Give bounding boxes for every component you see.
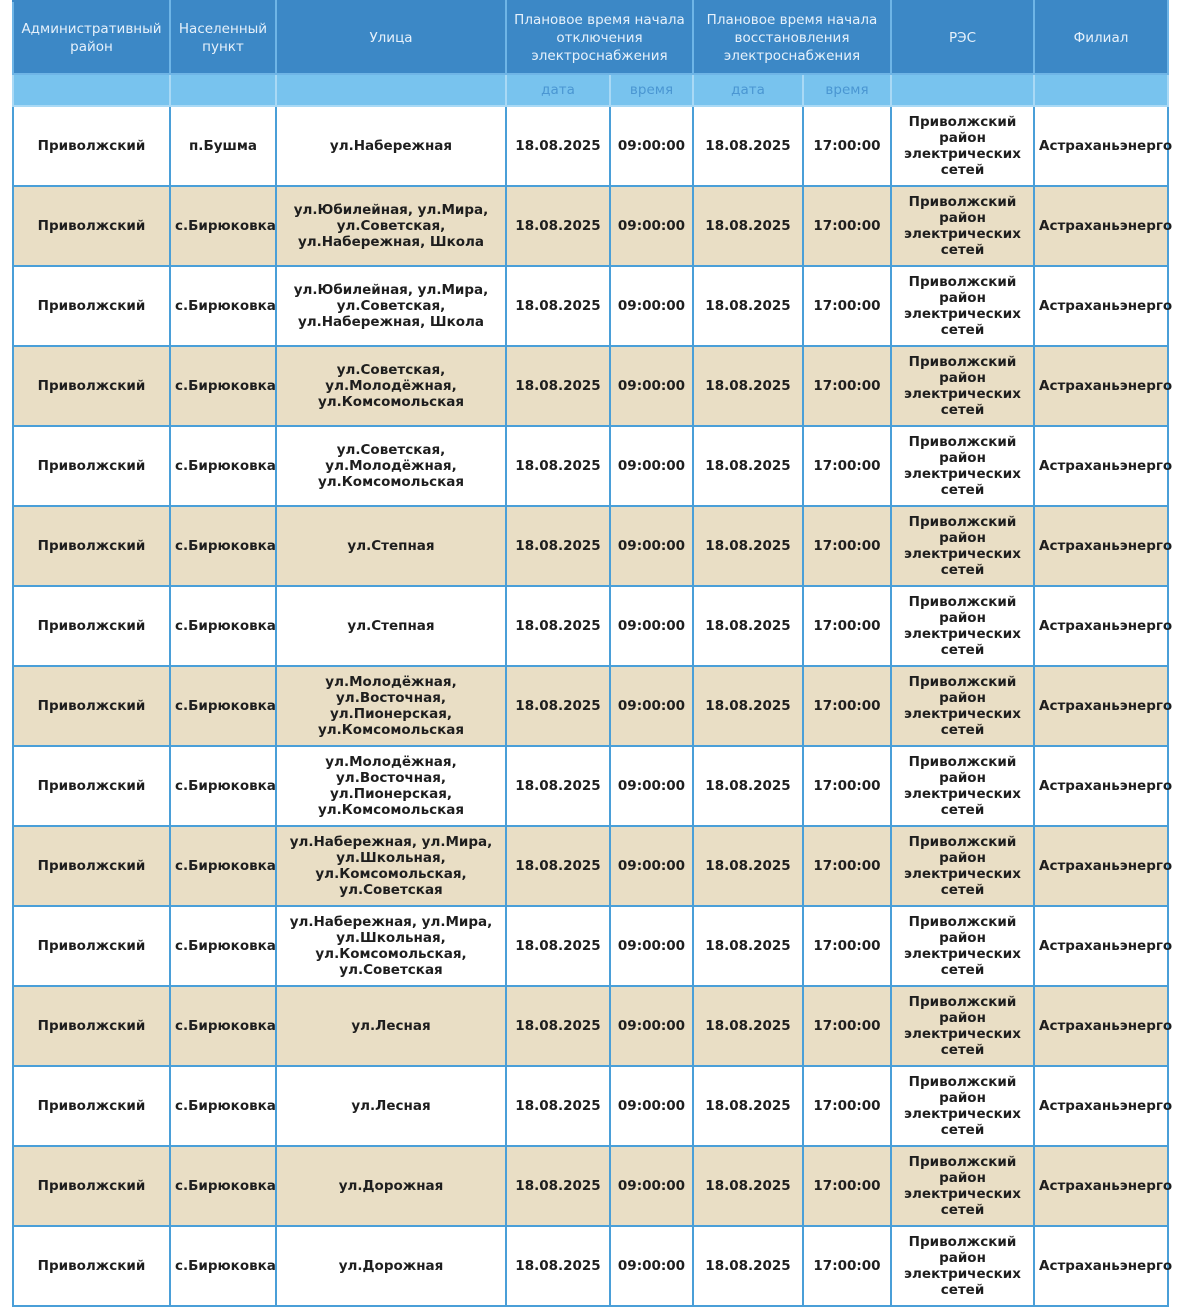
subheader-restore-time: время [803,74,891,106]
cell-branch: Астраханьэнерго [1034,426,1168,506]
cell-restore-time: 17:00:00 [803,346,891,426]
cell-district: Приволжский [13,506,170,586]
cell-district: Приволжский [13,186,170,266]
table-row [13,746,1168,826]
cell-off-date: 18.08.2025 [506,1226,610,1306]
outage-schedule [12,0,1173,1307]
cell-off-date: 18.08.2025 [506,506,610,586]
cell-off-time: 09:00:00 [610,266,693,346]
cell-off-time: 09:00:00 [610,106,693,186]
cell-district: Приволжский [13,586,170,666]
cell-res: Приволжский район электрических сетей [891,906,1034,986]
cell-res: Приволжский район электрических сетей [891,186,1034,266]
cell-street: ул.Набережная, ул.Мира, ул.Школьная, ул.Комсомольская, ул.Советская [276,906,506,986]
cell-off-date: 18.08.2025 [506,426,610,506]
cell-branch: Астраханьэнерго [1034,506,1168,586]
cell-restore-date: 18.08.2025 [693,666,803,746]
table-row [13,906,1168,986]
header-district: Административный район [13,1,170,74]
cell-district: Приволжский [13,1226,170,1306]
table-header-row [13,1,1168,74]
cell-branch: Астраханьэнерго [1034,746,1168,826]
cell-restore-date: 18.08.2025 [693,1226,803,1306]
table-row [13,666,1168,746]
cell-restore-date: 18.08.2025 [693,266,803,346]
cell-off-date: 18.08.2025 [506,746,610,826]
cell-street: ул.Набережная [276,106,506,186]
cell-off-time: 09:00:00 [610,586,693,666]
cell-district: Приволжский [13,266,170,346]
table-row [13,106,1168,186]
table-row [13,346,1168,426]
subheader-off-time: время [610,74,693,106]
cell-district: Приволжский [13,666,170,746]
cell-street: ул.Лесная [276,986,506,1066]
cell-branch: Астраханьэнерго [1034,906,1168,986]
cell-off-time: 09:00:00 [610,746,693,826]
cell-district: Приволжский [13,986,170,1066]
cell-res: Приволжский район электрических сетей [891,586,1034,666]
cell-locality: с.Бирюковка [170,826,276,906]
cell-restore-date: 18.08.2025 [693,346,803,426]
table-row [13,506,1168,586]
cell-restore-time: 17:00:00 [803,986,891,1066]
cell-district: Приволжский [13,346,170,426]
cell-res: Приволжский район электрических сетей [891,826,1034,906]
cell-off-time: 09:00:00 [610,506,693,586]
cell-off-time: 09:00:00 [610,1066,693,1146]
cell-branch: Астраханьэнерго [1034,586,1168,666]
cell-locality: с.Бирюковка [170,506,276,586]
cell-off-date: 18.08.2025 [506,346,610,426]
cell-restore-date: 18.08.2025 [693,986,803,1066]
cell-locality: с.Бирюковка [170,186,276,266]
cell-res: Приволжский район электрических сетей [891,266,1034,346]
cell-off-date: 18.08.2025 [506,266,610,346]
cell-locality: с.Бирюковка [170,1226,276,1306]
subheader-empty [276,74,506,106]
table-subheader-row [13,74,1168,106]
cell-restore-time: 17:00:00 [803,1066,891,1146]
cell-branch: Астраханьэнерго [1034,266,1168,346]
cell-restore-date: 18.08.2025 [693,186,803,266]
cell-branch: Астраханьэнерго [1034,346,1168,426]
header-res: РЭС [891,1,1034,74]
cell-branch: Астраханьэнерго [1034,1226,1168,1306]
cell-street: ул.Степная [276,506,506,586]
cell-restore-date: 18.08.2025 [693,426,803,506]
cell-off-time: 09:00:00 [610,906,693,986]
cell-off-time: 09:00:00 [610,986,693,1066]
cell-locality: п.Бушма [170,106,276,186]
cell-locality: с.Бирюковка [170,986,276,1066]
cell-street: ул.Молодёжная, ул.Восточная, ул.Пионерская, ул.Комсомольская [276,746,506,826]
cell-district: Приволжский [13,426,170,506]
table-row [13,1066,1168,1146]
cell-res: Приволжский район электрических сетей [891,666,1034,746]
cell-off-time: 09:00:00 [610,1146,693,1226]
cell-restore-time: 17:00:00 [803,506,891,586]
cell-locality: с.Бирюковка [170,586,276,666]
cell-district: Приволжский [13,746,170,826]
cell-branch: Астраханьэнерго [1034,106,1168,186]
cell-street: ул.Юбилейная, ул.Мира, ул.Советская, ул.Набережная, Школа [276,186,506,266]
cell-branch: Астраханьэнерго [1034,826,1168,906]
header-street: Улица [276,1,506,74]
cell-res: Приволжский район электрических сетей [891,1146,1034,1226]
cell-street: ул.Лесная [276,1066,506,1146]
subheader-empty [891,74,1034,106]
cell-res: Приволжский район электрических сетей [891,426,1034,506]
cell-restore-date: 18.08.2025 [693,906,803,986]
cell-off-date: 18.08.2025 [506,1066,610,1146]
cell-locality: с.Бирюковка [170,1146,276,1226]
cell-res: Приволжский район электрических сетей [891,1226,1034,1306]
cell-locality: с.Бирюковка [170,906,276,986]
cell-street: ул.Советская, ул.Молодёжная, ул.Комсомольская [276,426,506,506]
cell-restore-time: 17:00:00 [803,666,891,746]
cell-branch: Астраханьэнерго [1034,666,1168,746]
cell-res: Приволжский район электрических сетей [891,346,1034,426]
cell-street: ул.Дорожная [276,1226,506,1306]
cell-restore-time: 17:00:00 [803,186,891,266]
table-row [13,826,1168,906]
cell-restore-date: 18.08.2025 [693,586,803,666]
table-row [13,426,1168,506]
cell-off-date: 18.08.2025 [506,586,610,666]
header-branch: Филиал [1034,1,1168,74]
cell-restore-date: 18.08.2025 [693,506,803,586]
cell-restore-time: 17:00:00 [803,266,891,346]
cell-restore-time: 17:00:00 [803,826,891,906]
cell-street: ул.Дорожная [276,1146,506,1226]
cell-off-date: 18.08.2025 [506,186,610,266]
table-row [13,1226,1168,1306]
subheader-empty [13,74,170,106]
cell-locality: с.Бирюковка [170,746,276,826]
cell-off-date: 18.08.2025 [506,826,610,906]
cell-restore-time: 17:00:00 [803,586,891,666]
cell-restore-time: 17:00:00 [803,906,891,986]
cell-off-time: 09:00:00 [610,826,693,906]
cell-branch: Астраханьэнерго [1034,1066,1168,1146]
subheader-restore-date: дата [693,74,803,106]
subheader-empty [170,74,276,106]
cell-branch: Астраханьэнерго [1034,986,1168,1066]
cell-branch: Астраханьэнерго [1034,1146,1168,1226]
cell-off-date: 18.08.2025 [506,986,610,1066]
cell-off-time: 09:00:00 [610,346,693,426]
cell-res: Приволжский район электрических сетей [891,106,1034,186]
cell-off-date: 18.08.2025 [506,1146,610,1226]
cell-res: Приволжский район электрических сетей [891,506,1034,586]
cell-district: Приволжский [13,906,170,986]
cell-locality: с.Бирюковка [170,1066,276,1146]
cell-off-date: 18.08.2025 [506,666,610,746]
cell-restore-date: 18.08.2025 [693,746,803,826]
cell-street: ул.Молодёжная, ул.Восточная, ул.Пионерская, ул.Комсомольская [276,666,506,746]
cell-street: ул.Набережная, ул.Мира, ул.Школьная, ул.Комсомольская, ул.Советская [276,826,506,906]
cell-branch: Астраханьэнерго [1034,186,1168,266]
cell-restore-date: 18.08.2025 [693,1146,803,1226]
cell-district: Приволжский [13,1066,170,1146]
header-restore-time: Плановое время начала восстановления электроснабжения [693,1,891,74]
table-row [13,586,1168,666]
cell-restore-date: 18.08.2025 [693,826,803,906]
header-locality: Населенный пункт [170,1,276,74]
cell-street: ул.Советская, ул.Молодёжная, ул.Комсомольская [276,346,506,426]
cell-locality: с.Бирюковка [170,426,276,506]
table-row [13,266,1168,346]
table-row [13,1146,1168,1226]
cell-district: Приволжский [13,826,170,906]
cell-restore-date: 18.08.2025 [693,106,803,186]
header-off-time: Плановое время начала отключения электроснабжения [506,1,693,74]
cell-res: Приволжский район электрических сетей [891,1066,1034,1146]
cell-off-time: 09:00:00 [610,186,693,266]
cell-district: Приволжский [13,1146,170,1226]
cell-street: ул.Степная [276,586,506,666]
cell-restore-time: 17:00:00 [803,746,891,826]
cell-locality: с.Бирюковка [170,266,276,346]
cell-off-time: 09:00:00 [610,1226,693,1306]
table-body [13,106,1173,1306]
subheader-empty [1034,74,1168,106]
table-row [13,986,1168,1066]
subheader-off-date: дата [506,74,610,106]
cell-res: Приволжский район электрических сетей [891,986,1034,1066]
cell-restore-time: 17:00:00 [803,1226,891,1306]
cell-off-time: 09:00:00 [610,426,693,506]
cell-restore-date: 18.08.2025 [693,1066,803,1146]
outage-table [12,0,1173,1307]
cell-off-date: 18.08.2025 [506,106,610,186]
cell-res: Приволжский район электрических сетей [891,746,1034,826]
cell-off-time: 09:00:00 [610,666,693,746]
cell-restore-time: 17:00:00 [803,1146,891,1226]
cell-locality: с.Бирюковка [170,346,276,426]
cell-locality: с.Бирюковка [170,666,276,746]
cell-off-date: 18.08.2025 [506,906,610,986]
cell-district: Приволжский [13,106,170,186]
cell-street: ул.Юбилейная, ул.Мира, ул.Советская, ул.Набережная, Школа [276,266,506,346]
cell-restore-time: 17:00:00 [803,106,891,186]
cell-restore-time: 17:00:00 [803,426,891,506]
table-row [13,186,1168,266]
